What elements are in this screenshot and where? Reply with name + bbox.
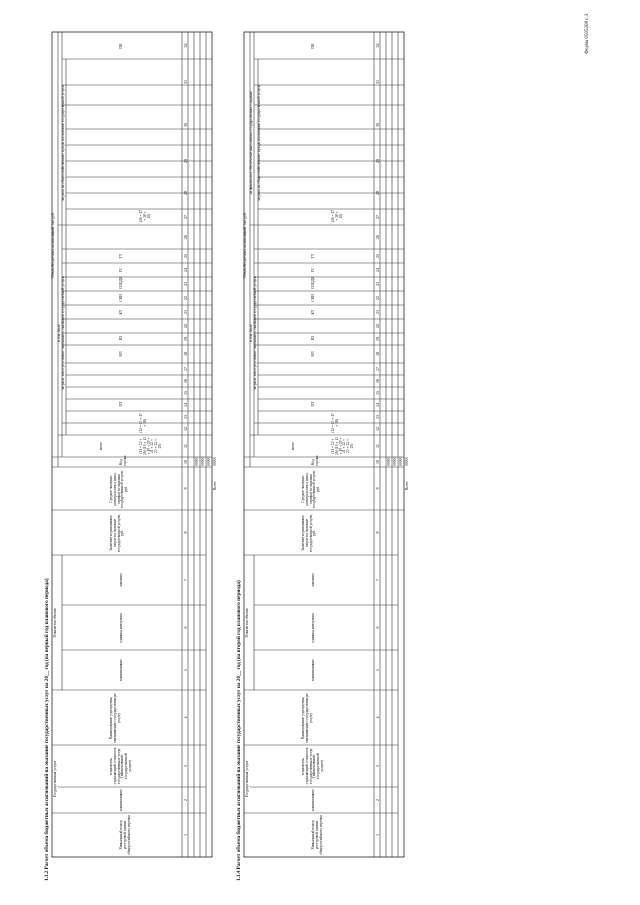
t2-header-subsidy: на финансовое обеспечение выполнения государственного задания	[249, 91, 253, 195]
t1-header-pn: ПН	[119, 43, 123, 49]
table-2-col-number: 30	[375, 123, 380, 127]
table-2-col-number: 16	[375, 379, 380, 383]
table-1-col-number: 4	[183, 716, 188, 719]
t1-header-institution: Наименование учреждения, оказывающего государственную услугу	[109, 693, 121, 743]
t1-header-ku: КУ	[119, 309, 123, 315]
t2-header-service-name: наименование	[311, 789, 315, 811]
t2-header-incl: в том числе	[249, 324, 253, 342]
table-2-col-number: 29	[375, 159, 380, 163]
t2-header-ku: КУ	[311, 309, 315, 315]
table-1-col-number: 24	[183, 268, 188, 272]
t1-header-volume-value: значение	[119, 573, 123, 587]
t2-header-costs-main: затраты, непосредственно связанные с оказанием государственной услуги	[253, 276, 257, 390]
table-2-col-number: 24	[375, 268, 380, 272]
table-2-col-number: 6	[375, 626, 380, 629]
t2-header-otp: ОТ	[311, 401, 315, 407]
t1-header-norm-cost: Значение нормативных затрат на оказание государственной услуги, руб.	[109, 514, 125, 552]
table-1-col-number: 10	[183, 460, 188, 464]
t1-total-code: 00000	[213, 457, 217, 466]
t1-header-service-group: Государственная услуга	[53, 760, 57, 798]
t1-header-service-detail: показатель, отражающий стоимость государственных услуг (наименование государственной услуги)	[109, 747, 132, 785]
table-2-col-number: 1	[375, 834, 380, 836]
t1-code-row-1: 00000	[195, 457, 199, 466]
table-1-col-number: 14	[183, 403, 188, 407]
t1-header-costs-main: затраты, непосредственно связанные с оказанием государственной услуги	[61, 276, 65, 390]
t2-header-snr: СНИ	[311, 294, 315, 302]
t2-header-volume-name: наименование	[311, 659, 315, 681]
table-2-col-number: 28	[375, 191, 380, 195]
t1-header-otp: ОТ	[119, 401, 123, 407]
table-1-col-number: 1	[183, 834, 188, 836]
table-2-col-number: 15	[375, 391, 380, 395]
t1-header-in-total: всего	[99, 441, 103, 451]
table-1-col-number: 29	[183, 159, 188, 163]
table-1-col-number: 2	[183, 799, 188, 801]
table-2-col-number: 17	[375, 367, 380, 371]
table-2-col-number: 9	[375, 487, 380, 490]
t2-header-in-total: всего	[291, 441, 295, 451]
table-2-col-number: 13	[375, 415, 380, 419]
t1-header-formula-main: (12 = 13 + 17 + 18)	[139, 413, 147, 433]
t1-header-iz: ИЗ	[119, 335, 123, 341]
t1-total-label: Всего	[213, 481, 217, 490]
t1-header-avg-price: Среднее значение размера платы (цены, тарифа) за оказание государственной услуги, руб.	[109, 470, 129, 508]
form-label: Форма 0505208 с.3	[585, 13, 590, 54]
table-1-col-number: 11	[183, 444, 188, 448]
table-2-col-number: 31	[375, 80, 380, 84]
t1-header-mz: МЗ	[119, 351, 123, 357]
table-1-col-number: 18	[183, 352, 188, 356]
table-1-col-number: 9	[183, 487, 188, 490]
t2-header-service-group: Государственная услуга	[245, 760, 249, 798]
t1-header-volume-group: Показатель объема	[53, 608, 57, 638]
t2-header-iz: ИЗ	[311, 335, 315, 341]
table-1-col-number: 31	[183, 80, 188, 84]
t1-header-sodi: СОЦДИ	[119, 276, 123, 289]
table-2-caption: 1.1.4 Расчет объема бюджетных ассигнований на оказание государственных услуг на 20__ год (на второй год планового периода)	[236, 580, 242, 881]
table-1-col-number: 17	[183, 367, 188, 371]
table-1-col-number: 30	[183, 123, 188, 127]
t1-header-total-volume: Объем бюджетных ассигнований, тыс руб.	[51, 212, 55, 278]
t2-header-unique-number: Уникальный номер реестровой записи общероссийского перечня	[311, 815, 323, 855]
t1-code-row-2: 00000	[201, 457, 205, 466]
table-1-col-number: 21	[183, 310, 188, 314]
table-2-col-number: 7	[375, 579, 380, 581]
t2-header-row-code: Код строки	[311, 455, 319, 466]
t2-code-row-1: 00000	[387, 457, 391, 466]
table-2-col-number: 22	[375, 296, 380, 300]
table-2-col-number: 20	[375, 324, 380, 328]
t2-header-formula-main: (12 = 13 + 17 + 18)	[331, 413, 339, 433]
t2-code-row-3: 00000	[399, 457, 403, 466]
table-2-col-number: 10	[375, 460, 380, 464]
table-2-col-number: 21	[375, 310, 380, 314]
table-2-col-number: 2	[375, 799, 380, 801]
t1-header-volume-unit: единица измерения	[119, 613, 123, 643]
table-1-col-number: 13	[183, 415, 188, 419]
table-1-col-number: 6	[183, 626, 188, 629]
table-1-col-number: 25	[183, 254, 188, 258]
table-2-col-number: 25	[375, 254, 380, 258]
t2-header-pn: ПН	[311, 43, 315, 49]
t2-header-total-volume: Объем бюджетных ассигнований, тыс руб.	[243, 212, 247, 278]
table-2-col-number: 23	[375, 282, 380, 286]
table-2-col-number: 14	[375, 403, 380, 407]
t2-total-label: Всего	[405, 481, 409, 490]
table-2-col-number: 19	[375, 337, 380, 341]
table-1-caption: 1.1.2 Расчет объема бюджетных ассигнований на оказание государственных услуг на 20__ год (на первый год планового периода)	[44, 578, 50, 881]
table-2-col-number: 3	[375, 765, 380, 767]
table-2-col-number: 27	[375, 215, 380, 219]
t1-header-formula-general: (26 = 27 + 28 + 29)	[139, 209, 151, 223]
table-1-col-number: 20	[183, 324, 188, 328]
t1-header-volume-name: наименование	[119, 659, 123, 681]
table-2-col-number: 32	[375, 43, 380, 48]
table-1-col-number: 16	[183, 379, 188, 383]
t1-header-unique-number: Уникальный номер реестровой записи общероссийского перечня	[119, 815, 131, 855]
t2-header-volume-value: значение	[311, 573, 315, 587]
table-1-col-number: 28	[183, 191, 188, 195]
t2-header-formula-total: (11 = 12 + 26) (10 + 13 + 19 + 20 + 21 + 22 + 23 + 24 + 25)	[331, 437, 354, 455]
t1-header-incl: в том числе	[57, 324, 61, 342]
table-1-col-number: 26	[183, 235, 188, 239]
t2-header-us: УС	[311, 267, 315, 273]
t1-header-formula-total: (11 = 12 + 26) (10 + 13 + 19 + 20 + 21 + 22 + 23 + 24 + 25)	[139, 437, 162, 455]
table-1-col-number: 19	[183, 337, 188, 341]
t2-total-code: 00000	[405, 457, 409, 466]
table-1-col-number: 32	[183, 43, 188, 48]
t1-header-costs-general: затраты на общехозяйственные нужды на оказание государственной услуги	[61, 85, 65, 201]
t2-header-volume-unit: единица измерения	[311, 613, 315, 643]
table-1-col-number: 8	[183, 531, 188, 534]
t1-header-row-code: Код строки	[119, 455, 127, 466]
t2-header-tu: ТУ	[311, 253, 315, 259]
t1-header-snr: СНИ	[119, 294, 123, 302]
t2-header-norm-cost: Значение нормативных затрат на оказание государственной услуги, руб.	[301, 514, 317, 552]
t1-header-service-name: наименование	[119, 789, 123, 811]
t1-header-us: УС	[119, 267, 123, 273]
t1-header-tu: ТУ	[119, 253, 123, 259]
table-1-col-number: 3	[183, 765, 188, 767]
table-2-col-number: 11	[375, 444, 380, 448]
t2-header-institution: Наименование учреждения, оказывающего государственную услугу	[301, 693, 313, 743]
table-1-col-number: 27	[183, 215, 188, 219]
table-2-col-number: 4	[375, 716, 380, 719]
table-1-col-number: 7	[183, 579, 188, 581]
t2-header-service-detail: показатель, отражающий стоимость государственных услуг (наименование государственной услуги)	[301, 747, 324, 785]
t2-header-formula-general: (26 = 27 + 28 + 29)	[331, 209, 343, 223]
t2-code-row-2: 00000	[393, 457, 397, 466]
table-1-col-number: 5	[183, 669, 188, 671]
t2-header-costs-general: затраты на общехозяйственные нужды на оказание государственной услуги	[257, 85, 261, 201]
table-1-col-number: 22	[183, 296, 188, 300]
table-2-col-number: 5	[375, 669, 380, 671]
table-2-col-number: 12	[375, 427, 380, 431]
table-2-col-number: 8	[375, 531, 380, 534]
t2-header-volume-group: Показатель объема	[245, 608, 249, 638]
t2-header-mz: МЗ	[311, 351, 315, 357]
table-2-col-number: 18	[375, 352, 380, 356]
t2-header-sodi: СОЦДИ	[311, 276, 315, 289]
table-2-col-number: 26	[375, 235, 380, 239]
t1-code-row-3: 00000	[207, 457, 211, 466]
table-1-col-number: 23	[183, 282, 188, 286]
table-1-col-number: 12	[183, 427, 188, 431]
t2-header-avg-price: Среднее значение размера платы (цены, тарифа) за оказание государственной услуги, руб.	[301, 470, 321, 508]
table-1-col-number: 15	[183, 391, 188, 395]
